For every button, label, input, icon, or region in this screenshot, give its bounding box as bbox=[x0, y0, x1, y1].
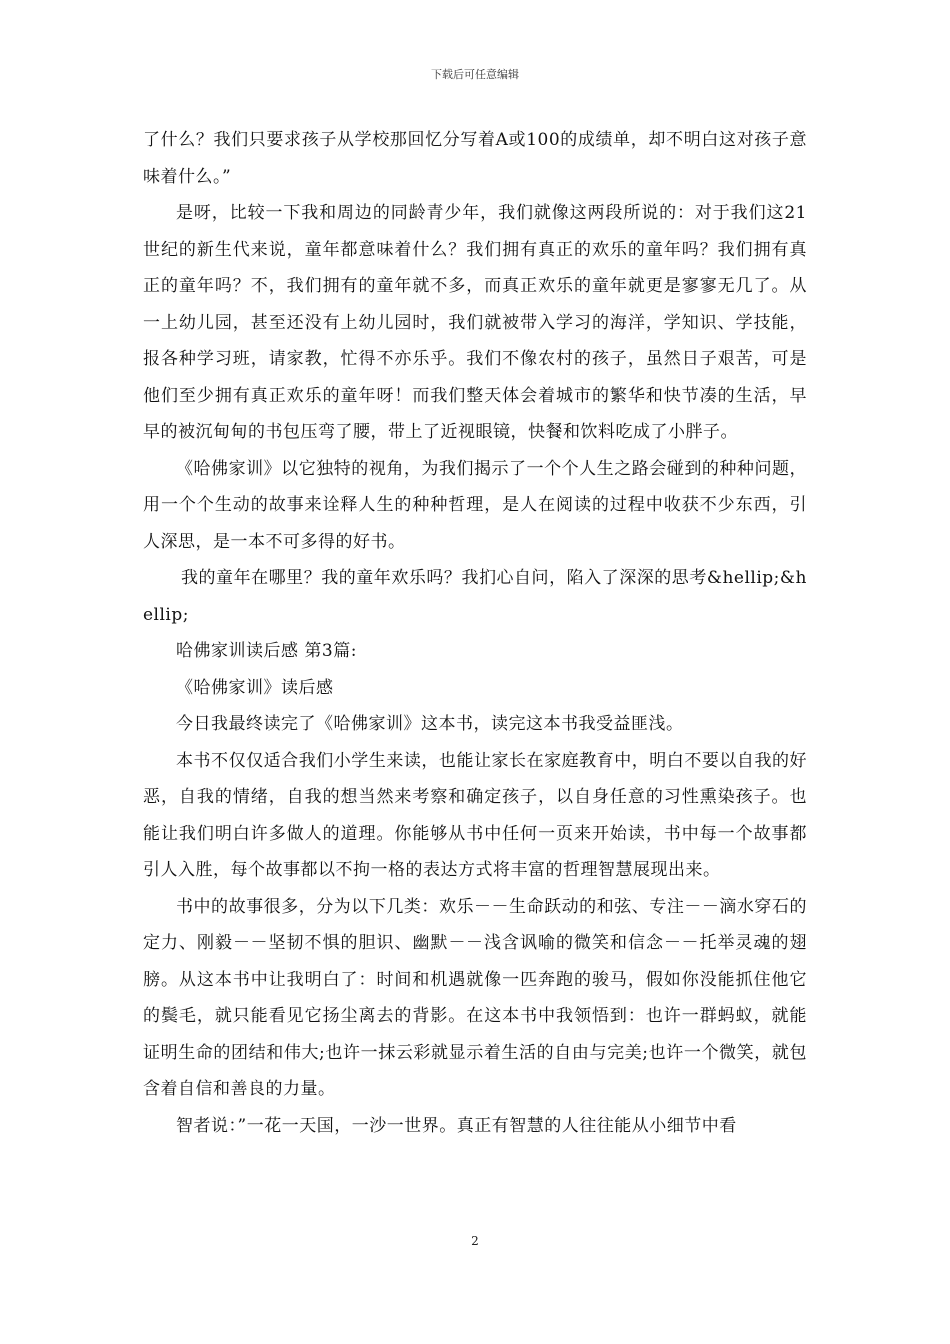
paragraph-story-categories: 书中的故事很多，分为以下几类：欢乐－－生命跃动的和弦、专注－－滴水穿石的定力、刚毅－－坚韧不惧的胆识、幽默－－浅含讽喻的微笑和信念－－托举灵魂的翅膀。从这本书中让我明白了：时间和机遇就像一匹奔跑的骏马，假如你没能抓住他它的鬓毛，就只能看见它扬尘离去的背影。在这本书中我领悟到：也许一群蚂蚁，就能证明生命的团结和伟大;也许一抹云彩就显示着生活的自由与完美;也许一个微笑，就包含着自信和善良的力量。 bbox=[143, 896, 807, 1099]
section-heading: 哈佛家训读后感 第3篇: bbox=[176, 641, 357, 661]
paragraph-wise-quote: 智者说：”一花一天国，一沙一世界。真正有智慧的人往往能从小细节中看 bbox=[176, 1115, 737, 1136]
paragraph-book-value: 本书不仅仅适合我们小学生来读，也能让家长在家庭教育中，明白不要以自我的好恶，自我的情绪，自我的想当然来考察和确定孩子，以自身任意的习性熏染孩子。也能让我们明白许多做人的道理。你能够从书中任何一页来开始读，书中每一个故事都引人入胜，每个故事都以不拘一格的表达方式将丰富的哲理智慧展现出来。 bbox=[143, 750, 807, 880]
paragraph-book-review: 《哈佛家训》以它独特的视角，为我们揭示了一个个人生之路会碰到的种种问题，用一个个生动的故事来诠释人生的种种哲理，是人在阅读的过程中收获不少东西，引人深思，是一本不可多得的好书。 bbox=[143, 458, 807, 552]
paragraph-childhood-comparison: 是呀，比较一下我和周边的同龄青少年，我们就像这两段所说的：对于我们这21世纪的新生代来说，童年都意味着什么？我们拥有真正的欢乐的童年吗？我们拥有真正的童年吗？不，我们拥有的童年就不多，而真正欢乐的童年就更是寥寥无几了。从一上幼儿园，甚至还没有上幼儿园时，我们就被带入学习的海洋，学知识、学技能，报各种学习班，请家教，忙得不亦乐乎。我们不像农村的孩子，虽然日子艰苦，可是他们至少拥有真正欢乐的童年呀！而我们整天体会着城市的繁华和快节凑的生活，早早的被沉甸甸的书包压弯了腰，带上了近视眼镜，快餐和饮料吃成了小胖子。 bbox=[143, 203, 807, 442]
page-number: 2 bbox=[471, 1234, 479, 1248]
page-header: 下载后可任意编辑 bbox=[431, 68, 519, 81]
section-subtitle: 《哈佛家训》读后感 bbox=[176, 677, 334, 698]
paragraph-continuation: 了什么？我们只要求孩子从学校那回忆分写着A或100的成绩单，却不明白这对孩子意味着什么。” bbox=[143, 130, 807, 187]
document-body bbox=[143, 122, 807, 1144]
paragraph-reflection: 我的童年在哪里？我的童年欢乐吗？我扪心自问，陷入了深深的思考&hellip;&hellip; bbox=[143, 568, 807, 625]
paragraph-finished-reading: 今日我最终读完了《哈佛家训》这本书，读完这本书我受益匪浅。 bbox=[176, 714, 684, 734]
